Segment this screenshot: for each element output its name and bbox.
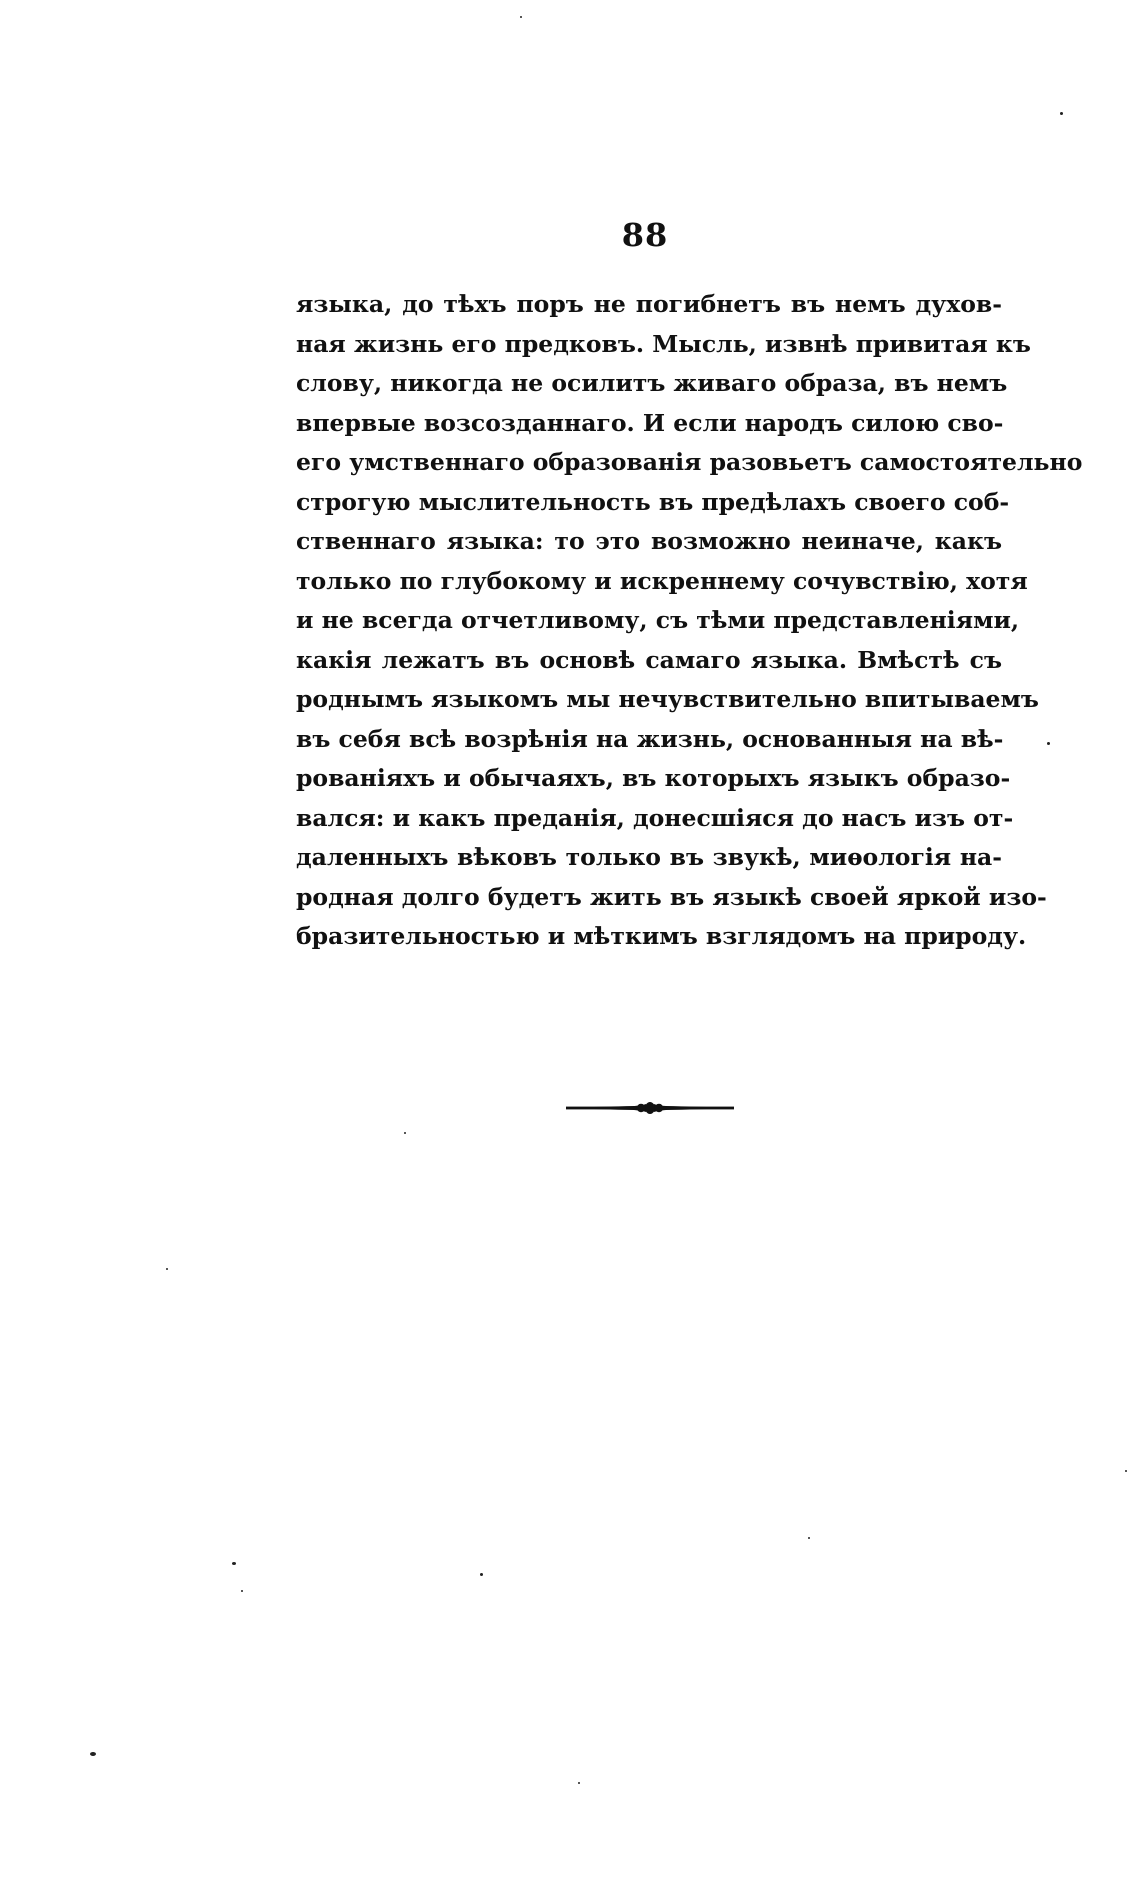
page-number: 88 — [621, 216, 669, 254]
print-speck — [578, 1782, 580, 1784]
text-line: только по глубокому и искреннему сочувствію, хотя — [296, 566, 1028, 595]
print-speck — [241, 1590, 243, 1592]
print-speck — [1047, 742, 1050, 745]
tailpiece-ornament-icon — [564, 1097, 736, 1119]
print-speck — [520, 16, 522, 18]
print-speck — [1060, 112, 1063, 115]
text-line: языка, до тѣхъ поръ не погибнетъ въ немъ духов- — [296, 290, 1002, 318]
text-line: бразительностью и мѣткимъ взглядомъ на природу. — [296, 922, 1027, 950]
print-speck — [166, 1268, 168, 1270]
print-speck — [808, 1537, 810, 1539]
print-speck — [90, 1752, 96, 1756]
text-line: его умственнаго образованія разовьетъ самостоятельно — [296, 448, 1083, 476]
body-text — [296, 285, 1083, 957]
text-line: строгую мыслительность въ предѣлахъ своего соб- — [296, 487, 1010, 516]
text-line: впервые возсозданнаго. И если народъ силою сво- — [296, 408, 1004, 437]
print-speck — [404, 1132, 406, 1134]
text-line: рованіяхъ и обычаяхъ, въ которыхъ языкъ образо- — [296, 764, 1011, 792]
print-speck — [1125, 1470, 1127, 1472]
print-speck — [232, 1562, 236, 1565]
text-line: какія лежатъ въ основѣ самаго языка. Вмѣстѣ съ — [296, 645, 1002, 674]
text-line: родная долго будетъ жить въ языкѣ своей яркой изо- — [296, 882, 1047, 911]
text-line: въ себя всѣ возрѣнія на жизнь, основанныя на вѣ- — [296, 724, 1004, 753]
text-line: даленныхъ вѣковъ только въ звукѣ, миѳологія на- — [296, 843, 1002, 871]
text-line: роднымъ языкомъ мы нечувствительно впитываемъ — [296, 685, 1039, 713]
print-speck — [480, 1573, 483, 1576]
text-line: и не всегда отчетливому, съ тѣми представленіями, — [296, 606, 1020, 634]
text-line: слову, никогда не осилитъ живаго образа, въ немъ — [296, 369, 1008, 397]
text-line: ственнаго языка: то это возможно неиначе, какъ — [296, 527, 1002, 555]
text-line: ная жизнь его предковъ. Мысль, извнѣ привитая къ — [296, 329, 1031, 358]
text-line: вался: и какъ преданія, донесшіяся до насъ изъ от- — [296, 803, 1014, 832]
